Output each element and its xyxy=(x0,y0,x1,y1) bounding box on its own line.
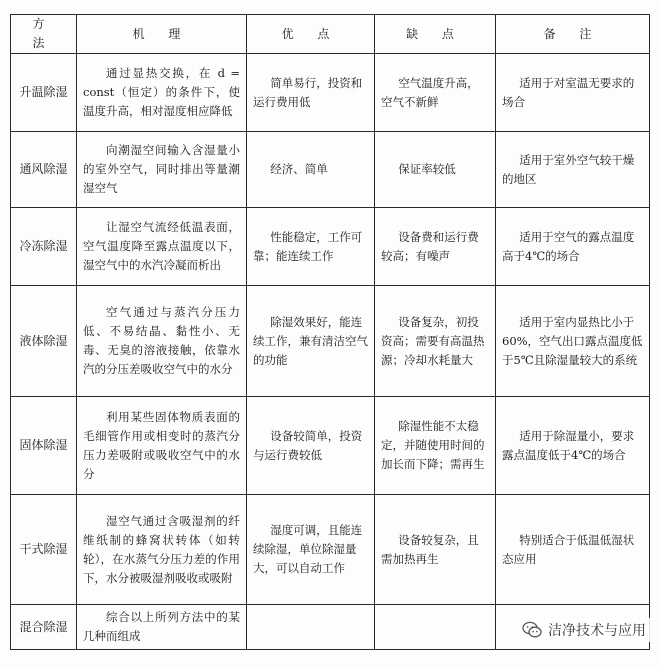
header-advantages: 优 点 xyxy=(247,15,375,54)
wechat-icon xyxy=(522,621,542,639)
table-row xyxy=(11,208,650,286)
dehumidification-methods-table xyxy=(10,14,650,650)
header-row xyxy=(11,15,650,54)
disadvantages-cell: 设备较复杂，且需加热再生 xyxy=(375,495,496,605)
notes-cell: 适用于对室温无要求的场合 xyxy=(496,54,650,132)
disadvantages-cell: 空气温度升高，空气不新鲜 xyxy=(375,54,496,132)
notes-cell: 适用于室外空气较干燥的地区 xyxy=(496,132,650,208)
mechanism-cell: 利用某些固体物质表面的毛细管作用或相变时的蒸汽分压力差吸附或吸收空气中的水分 xyxy=(77,397,247,495)
disadvantages-cell: 保证率较低 xyxy=(375,132,496,208)
advantages-cell: 简单易行，投资和运行费用低 xyxy=(247,54,375,132)
disadvantages-cell: 设备复杂，初投资高；需要有高温热源；冷却水耗量大 xyxy=(375,286,496,397)
mechanism-cell: 让湿空气流经低温表面，空气温度降至露点温度以下，湿空气中的水汽冷凝而析出 xyxy=(77,208,247,286)
header-notes: 备 注 xyxy=(496,15,650,54)
table-row xyxy=(11,397,650,495)
disadvantages-cell: 设备费和运行费较高；有噪声 xyxy=(375,208,496,286)
advantages-cell: 性能稳定，工作可靠；能连续工作 xyxy=(247,208,375,286)
mechanism-cell: 向潮湿空间输入含湿量小的室外空气，同时排出等量潮湿空气 xyxy=(77,132,247,208)
advantages-cell xyxy=(247,605,375,650)
notes-cell: 适用于室内显热比小于60%，空气出口露点温度低于5℃且除湿量较大的系统 xyxy=(496,286,650,397)
disadvantages-cell xyxy=(375,605,496,650)
mechanism-cell: 空气通过与蒸汽分压力低、不易结晶、黏性小、无毒、无臭的溶液接触，依靠水汽的分压差吸收空气中的水分 xyxy=(77,286,247,397)
table-row xyxy=(11,132,650,208)
mechanism-cell: 湿空气通过含吸湿剂的纤维纸制的蜂窝状转体（如转轮），在水蒸气分压力差的作用下，水分被吸湿剂吸收或吸附 xyxy=(77,495,247,605)
advantages-cell: 设备较简单，投资与运行费较低 xyxy=(247,397,375,495)
table-row xyxy=(11,286,650,397)
watermark-text: 洁净技术与应用 xyxy=(548,623,646,639)
notes-cell: 适用于空气的露点温度高于4℃的场合 xyxy=(496,208,650,286)
method-cell: 固体除湿 xyxy=(11,397,77,495)
method-cell: 液体除湿 xyxy=(11,286,77,397)
notes-cell: 特别适合于低温低湿状态应用 xyxy=(496,495,650,605)
mechanism-cell: 综合以上所列方法中的某几种而组成 xyxy=(77,605,247,650)
advantages-cell: 除湿效果好，能连续工作，兼有清洁空气的功能 xyxy=(247,286,375,397)
method-cell: 通风除湿 xyxy=(11,132,77,208)
header-disadvantages: 缺 点 xyxy=(375,15,496,54)
advantages-cell: 湿度可调，且能连续除湿，单位除湿量大，可以自动工作 xyxy=(247,495,375,605)
advantages-cell: 经济、简单 xyxy=(247,132,375,208)
disadvantages-cell: 除湿性能不太稳定，并随使用时间的加长而下降；需再生 xyxy=(375,397,496,495)
notes-cell: 适用于除湿量小，要求露点温度低于4℃的场合 xyxy=(496,397,650,495)
mechanism-cell: 通过显热交换，在 d = const（恒定）的条件下，使温度升高，相对湿度相应降低 xyxy=(77,54,247,132)
method-cell: 干式除湿 xyxy=(11,495,77,605)
method-cell: 混合除湿 xyxy=(11,605,77,650)
method-cell: 升温除湿 xyxy=(11,54,77,132)
table-row xyxy=(11,495,650,605)
table-row xyxy=(11,54,650,132)
watermark xyxy=(518,618,650,642)
header-mechanism: 机 理 xyxy=(77,15,247,54)
method-cell: 冷冻除湿 xyxy=(11,208,77,286)
header-method: 方 法 xyxy=(11,15,77,54)
